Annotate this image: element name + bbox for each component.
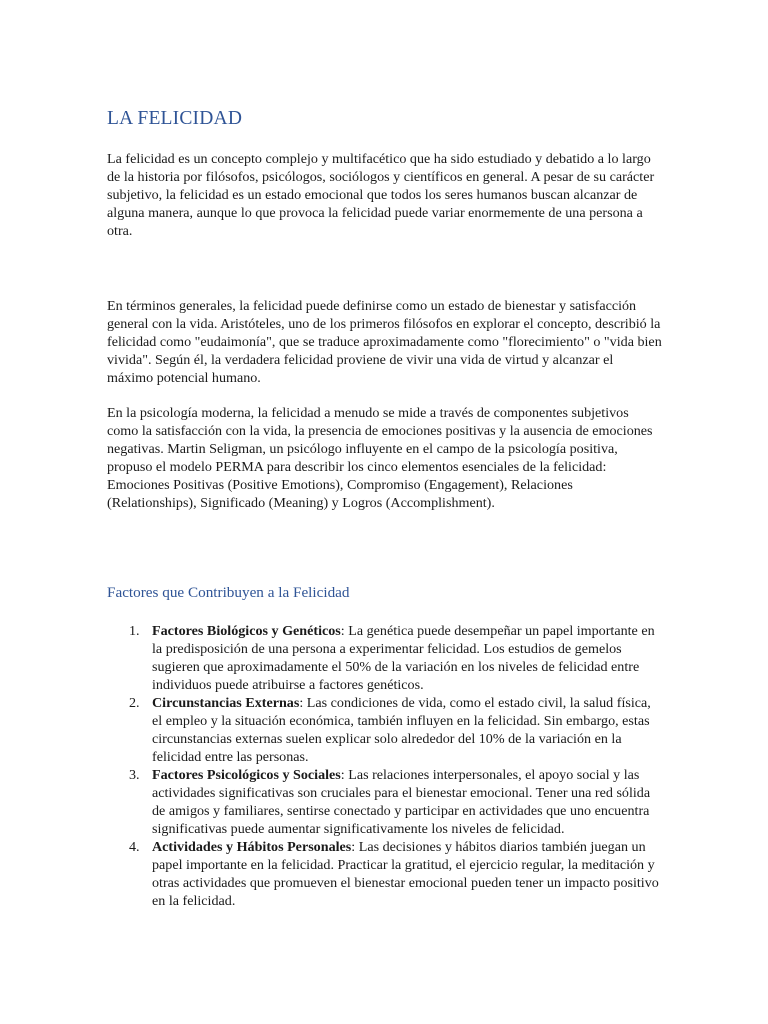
list-item-term: Factores Psicológicos y Sociales [152, 767, 341, 783]
paragraph-intro: La felicidad es un concepto complejo y multifacético que ha sido estudiado y debatido a lo largo de la historia por filósofos, psicólogos, sociólogos y científicos en general. A pesar de su carácter subjetivo, la felicidad es un estado emocional que todos los seres humanos buscan alcanzar de alguna manera, aunque lo que provoca la felicidad puede variar enormemente de una persona a otra. [107, 151, 655, 239]
paragraph-definition: En términos generales, la felicidad puede definirse como un estado de bienestar y satisfacción general con la vida. Aristóteles, uno de los primeros filósofos en explorar el concepto, describió la felicidad como "eudaimonía", que se traduce aproximadamente como "florecimiento" o "vida bien vivida". Según él, la verdadera felicidad proviene de vivir una vida de virtud y alcanzar el máximo potencial humano. [107, 298, 662, 386]
list-item-term: Actividades y Hábitos Personales [152, 839, 352, 855]
factors-list [107, 622, 662, 910]
list-item [107, 694, 662, 766]
list-item-number: 3. [129, 767, 140, 783]
list-item [107, 766, 662, 838]
list-item-number: 1. [129, 623, 140, 639]
list-item-term: Circunstancias Externas [152, 695, 300, 711]
list-item-text: : Las relaciones interpersonales, el apoyo social y las actividades significativas son cruciales para el bienestar emocional. Tener una red sólida de amigos y familiares, sentirse conectado y participar en actividades que uno encuentra significativas puede aumentar significativamente los niveles de felicidad. [152, 767, 651, 837]
list-item-term: Factores Biológicos y Genéticos [152, 623, 341, 639]
list-item-number: 2. [129, 695, 140, 711]
paragraph-psychology: En la psicología moderna, la felicidad a menudo se mide a través de componentes subjetivos como la satisfacción con la vida, la presencia de emociones positivas y la ausencia de emociones negativas. Martin Seligman, un psicólogo influyente en el campo de la psicología positiva, propuso el modelo PERMA para describir los cinco elementos esenciales de la felicidad: Emociones Positivas (Positive Emotions), Compromiso (Engagement), Relaciones (Relationships), Significado (Meaning) y Logros (Accomplishment). [107, 405, 653, 511]
list-item [107, 622, 662, 694]
list-item-text: : Las condiciones de vida, como el estado civil, la salud física, el empleo y la situación económica, también influyen en la felicidad. Sin embargo, estas circunstancias externas suelen explicar solo alrededor del 10% de la variación en la felicidad entre las personas. [152, 695, 651, 765]
list-item-text: : Las decisiones y hábitos diarios también juegan un papel importante en la felicidad. Practicar la gratitud, el ejercicio regular, la meditación y otras actividades que promueven el bienestar emocional pueden tener un impacto positivo en la felicidad. [152, 839, 659, 909]
section-title: Factores que Contribuyen a la Felicidad [107, 584, 350, 601]
list-item [107, 838, 662, 910]
list-item-text: : La genética puede desempeñar un papel importante en la predisposición de una persona a experimentar felicidad. Los estudios de gemelos sugieren que aproximadamente el 50% de la variación en los niveles de felicidad entre individuos puede atribuirse a factores genéticos. [152, 623, 655, 693]
list-item-number: 4. [129, 839, 140, 855]
document-title: LA FELICIDAD [107, 108, 243, 129]
